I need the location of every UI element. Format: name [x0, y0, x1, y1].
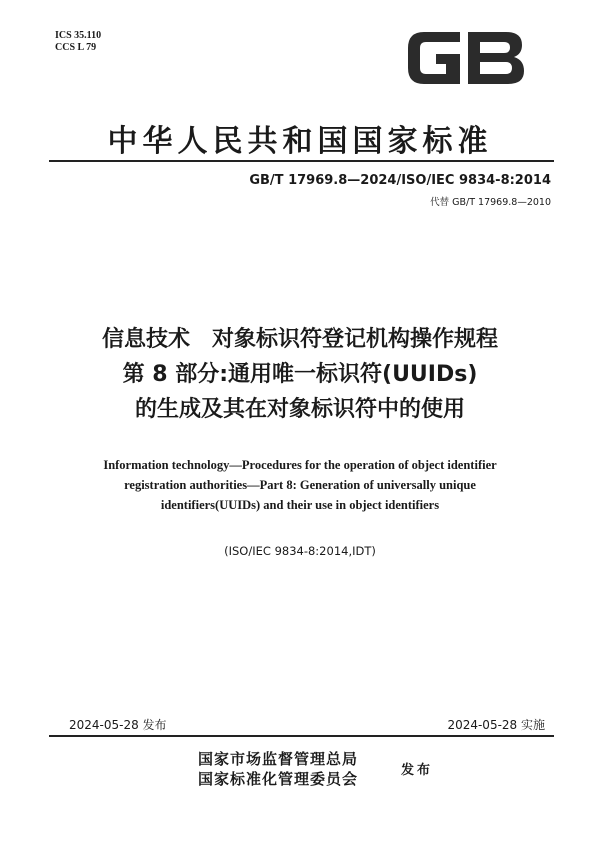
standard-number: GB/T 17969.8—2024/ISO/IEC 9834-8:2014: [249, 173, 551, 188]
equivalence-statement: (ISO/IEC 9834-8:2014,IDT): [224, 544, 376, 558]
replaces-standard: 代替 GB/T 17969.8—2010: [430, 197, 551, 208]
english-title-line-2: registration authorities—Part 8: Generation of universally unique: [124, 478, 476, 492]
top-divider: [49, 160, 554, 162]
bottom-divider: [49, 735, 554, 737]
publication-date: 2024-05-28 发布: [69, 718, 167, 732]
english-title-line-1: Information technology—Procedures for the operation of object identifier: [103, 458, 497, 472]
chinese-title-line-1: 信息技术 对象标识符登记机构操作规程: [101, 327, 498, 352]
gb-standard-logo-icon: [402, 24, 530, 92]
classification-codes: [55, 30, 101, 54]
country-standard-title: 中华人民共和国国家标准: [107, 124, 493, 159]
issuer-line-1: 国家市场监督管理总局: [198, 750, 359, 768]
english-title-line-3: identifiers(UUIDs) and their use in object identifiers: [160, 498, 440, 512]
chinese-title-line-3: 的生成及其在对象标识符中的使用: [134, 397, 465, 422]
ccs-code: CCS L 79: [55, 42, 97, 53]
english-title: [60, 455, 540, 515]
implementation-date: 2024-05-28 实施: [447, 718, 545, 732]
issuing-authorities: [198, 749, 358, 789]
chinese-title: [0, 322, 600, 427]
issuer-line-2: 国家标准化管理委员会: [198, 770, 359, 788]
issue-label: 发布: [401, 763, 434, 778]
chinese-title-line-2: 第 8 部分:通用唯一标识符(UUIDs): [122, 362, 478, 387]
ics-code: ICS 35.110: [55, 30, 102, 41]
